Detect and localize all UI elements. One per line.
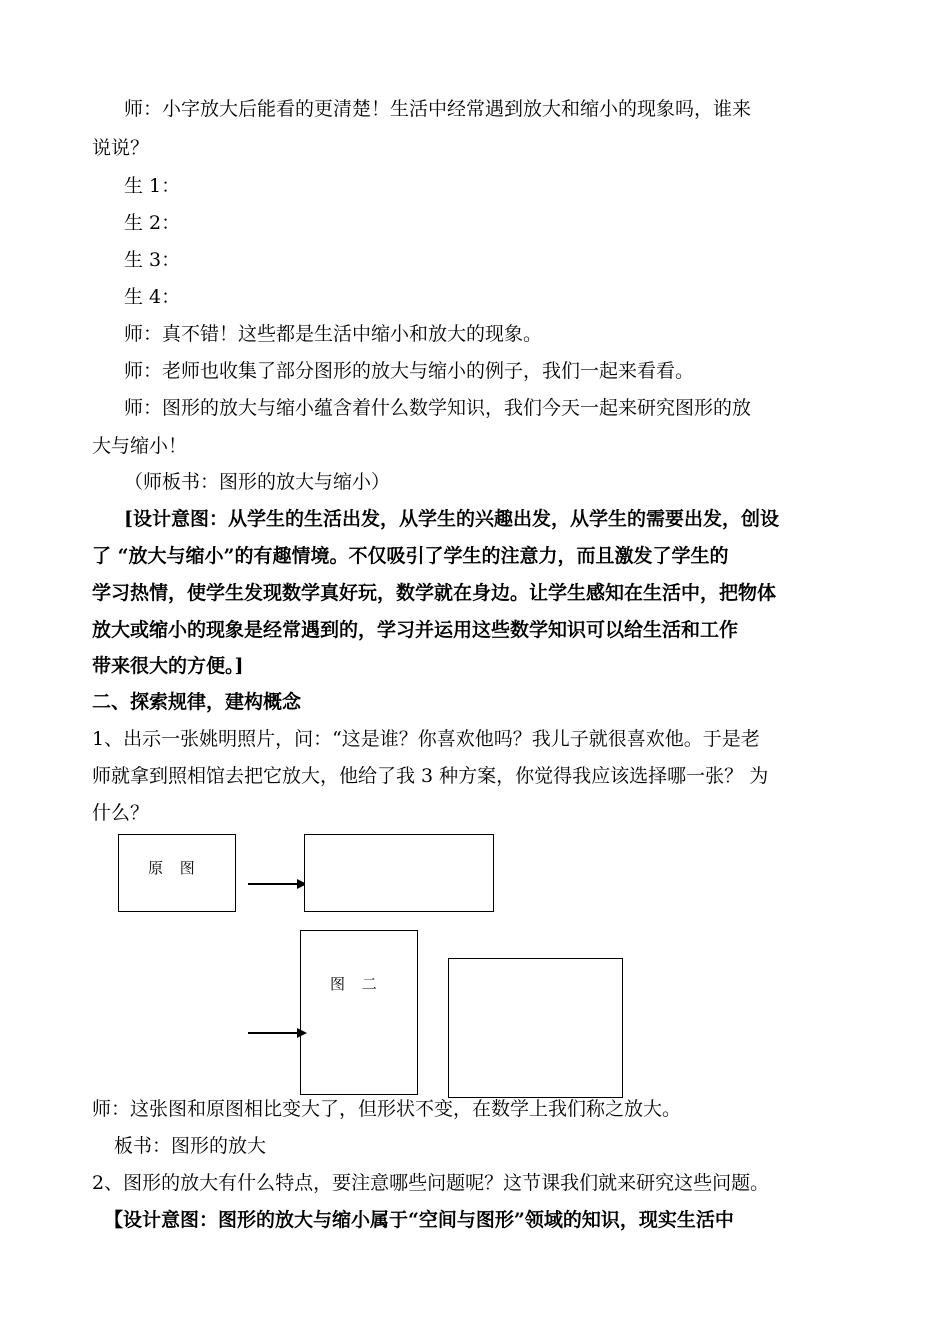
board-note-2: 板书：图形的放大 xyxy=(114,1135,267,1157)
student-4-line: 生 4： xyxy=(124,286,181,308)
student-1-line: 生 1： xyxy=(124,175,181,197)
teacher-line-5: 师：这张图和原图相比变大了，但形状不变，在数学上我们称之放大。 xyxy=(92,1098,682,1120)
question-1-line-1: 1、出示一张姚明照片，问：“这是谁？你喜欢他吗？我儿子就很喜欢他。于是老 xyxy=(92,728,760,750)
enlarged-option-2-box xyxy=(300,930,418,1095)
teacher-line-1-cont: 说说？ xyxy=(92,137,150,159)
question-2-line: 2、图形的放大有什么特点，要注意哪些问题呢？这节课我们就来研究这些问题。 xyxy=(92,1172,770,1194)
board-note-1: （师板书：图形的放大与缩小） xyxy=(124,471,391,493)
student-3-line: 生 3： xyxy=(124,249,181,271)
original-picture-box xyxy=(118,834,236,912)
enlarged-option-1-box xyxy=(304,834,494,912)
design-intent-1-line-3: 学习热情，使学生发现数学真好玩，数学就在身边。让学生感知在生活中，把物体 xyxy=(92,582,777,604)
design-intent-2-line-1: 【设计意图：图形的放大与缩小属于“空间与图形”领域的知识，现实生活中 xyxy=(104,1209,734,1231)
question-1-line-2: 师就拿到照相馆去把它放大，他给了我 3 种方案，你觉得我应该选择哪一张？ 为 xyxy=(92,765,769,787)
arrow-line-2 xyxy=(248,1032,298,1034)
teacher-line-1: 师：小字放大后能看的更清楚！生活中经常遇到放大和缩小的现象吗，谁来 xyxy=(124,98,752,120)
enlarged-option-3-box xyxy=(448,958,623,1098)
design-intent-1-line-2: 了 “放大与缩小”的有趣情境。不仅吸引了学生的注意力，而且激发了学生的 xyxy=(92,545,729,567)
teacher-line-3: 师：老师也收集了部分图形的放大与缩小的例子，我们一起来看看。 xyxy=(124,360,695,382)
student-2-line: 生 2： xyxy=(124,212,181,234)
arrow-line-1 xyxy=(248,883,298,885)
design-intent-1-line-5: 带来很大的方便。] xyxy=(92,655,244,677)
question-1-line-3: 什么？ xyxy=(92,802,150,824)
teacher-line-4-cont: 大与缩小！ xyxy=(92,435,188,457)
teacher-line-2: 师：真不错！这些都是生活中缩小和放大的现象。 xyxy=(124,323,543,345)
teacher-line-4: 师：图形的放大与缩小蕴含着什么数学知识，我们今天一起来研究图形的放 xyxy=(124,397,752,419)
figure-2-label: 图 二 xyxy=(330,975,383,993)
design-intent-1-line-4: 放大或缩小的现象是经常遇到的，学习并运用这些数学知识可以给生活和工作 xyxy=(92,619,739,641)
arrow-head-2 xyxy=(297,1028,307,1038)
original-picture-label: 原 图 xyxy=(148,859,201,877)
design-intent-1-line-1: [设计意图：从学生的生活出发，从学生的兴趣出发，从学生的需要出发，创设 xyxy=(124,508,779,530)
section-heading-2: 二、探索规律，建构概念 xyxy=(92,691,302,713)
